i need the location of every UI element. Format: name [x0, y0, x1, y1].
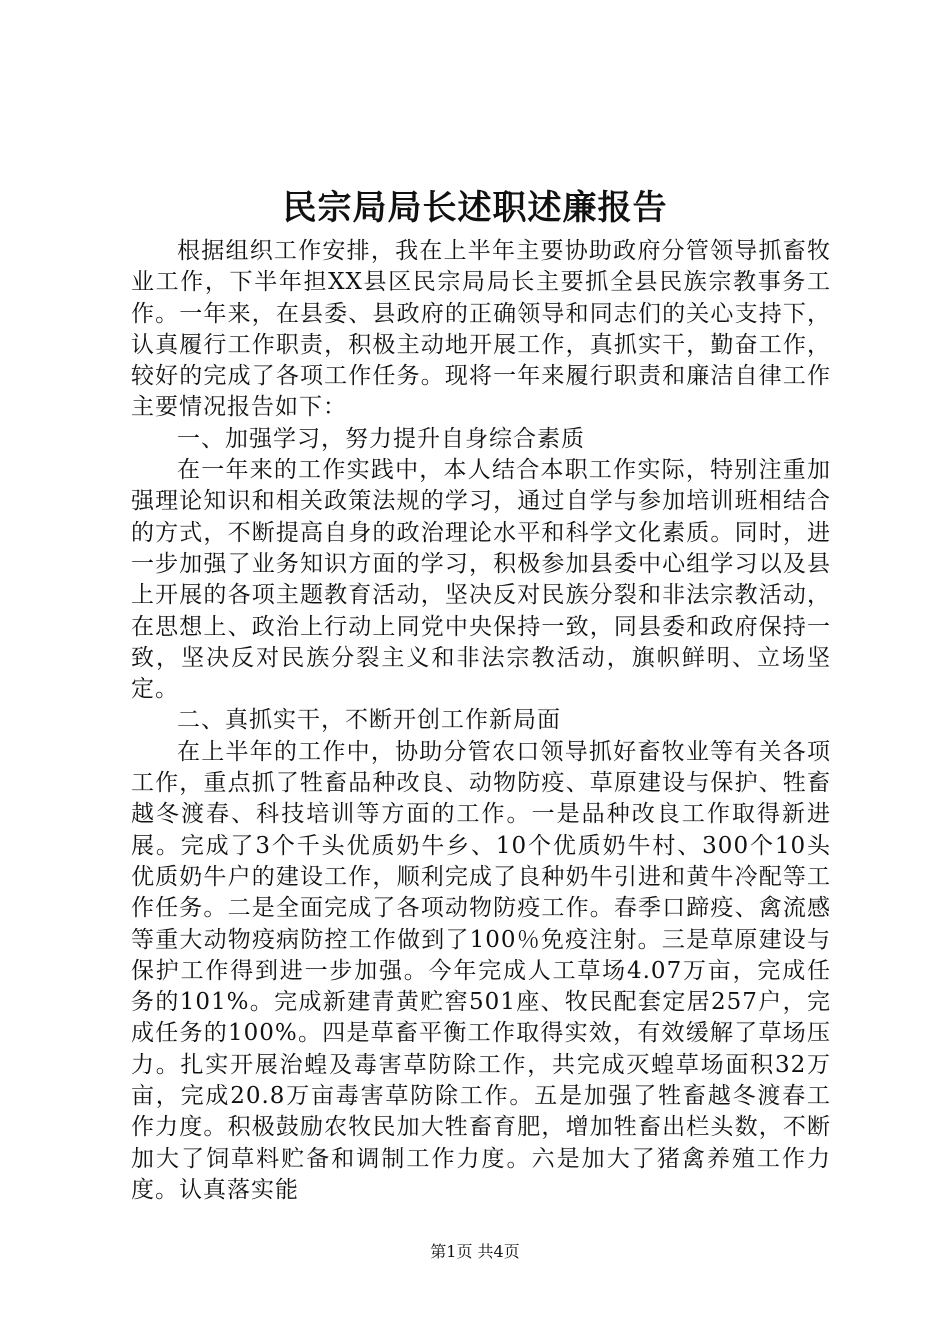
page-footer: 第1页 共4页: [430, 1242, 520, 1261]
document-body: [131, 236, 831, 1206]
paragraph-study: 在一年来的工作实践中，本人结合本职工作实际，特别注重加强理论知识和相关政策法规的学习，通过自学与参加培训班相结合的方式，不断提高自身的政治理论水平和科学文化素质。同时，进一步加强了业务知识方面的学习，积极参加县委中心组学习以及县上开展的各项主题教育活动，坚决反对民族分裂和非法宗教活动，在思想上、政治上行动上同党中央保持一致，同县委和政府保持一致，坚决反对民族分裂主义和非法宗教活动，旗帜鲜明、立场坚定。: [131, 457, 831, 703]
paragraph-work: 在上半年的工作中，协助分管农口领导抓好畜牧业等有关各项工作，重点抓了牲畜品种改良、动物防疫、草原建设与保护、牲畜越冬渡春、科技培训等方面的工作。一是品种改良工作取得新进展。完成了3个千头优质奶牛乡、10个优质奶牛村、300个10头优质奶牛户的建设工作，顺利完成了良种奶牛引进和黄牛冷配等工作任务。二是全面完成了各项动物防疫工作。春季口蹄疫、禽流感等重大动物疫病防控工作做到了100％免疫注射。三是草原建设与保护工作得到进一步加强。今年完成人工草场4.07万亩，完成任务的101%。完成新建青黄贮窖501座、牧民配套定居257户，完成任务的100%。四是草畜平衡工作取得实效，有效缓解了草场压力。扎实开展治蝗及毒害草防除工作，共完成灭蝗草场面积32万亩，完成20.8万亩毒害草防除工作。五是加强了牲畜越冬渡春工作力度。积极鼓励农牧民加大牲畜育肥，增加牲畜出栏头数，不断加大了饲草料贮备和调制工作力度。六是加大了猪禽养殖工作力度。认真落实能: [131, 738, 831, 1203]
section-heading-2: 二、真抓实干，不断开创工作新局面: [177, 707, 561, 734]
document-title: 民宗局局长述职述廉报告: [282, 188, 668, 228]
paragraph-intro: 根据组织工作安排，我在上半年主要协助政府分管领导抓畜牧业工作，下半年担XX县区民宗局局长主要抓全县民族宗教事务工作。一年来，在县委、县政府的正确领导和同志们的关心支持下，认真履行工作职责，积极主动地开展工作，真抓实干，勤奋工作，较好的完成了各项工作任务。现将一年来履行职责和廉洁自律工作主要情况报告如下：: [131, 238, 831, 421]
section-heading-1: 一、加强学习，努力提升自身综合素质: [177, 425, 585, 452]
